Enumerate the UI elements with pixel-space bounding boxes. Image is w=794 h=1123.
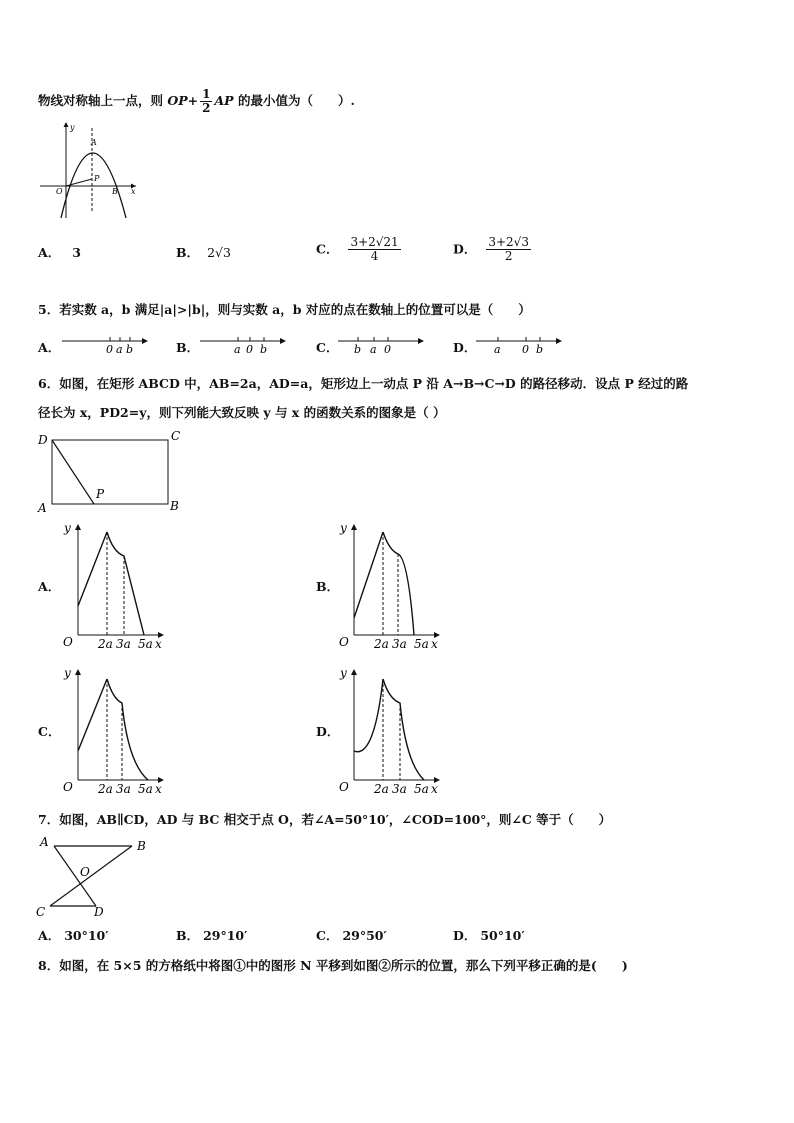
- q7-option-c[interactable]: C． 29°50′: [316, 928, 387, 943]
- q6-graph-a: [58, 518, 173, 653]
- svg-text:x: x: [431, 637, 438, 651]
- q5-option-b-key[interactable]: B．: [176, 340, 200, 355]
- q6-option-c-key[interactable]: C．: [38, 724, 61, 739]
- q6-option-a-key[interactable]: A．: [38, 579, 61, 594]
- fig-label-x: x: [131, 187, 136, 196]
- q4-stem: 物线对称轴上一点，则 OP+ $\frac{1}{2}$ AP 的最小值为（ ）.: [38, 87, 355, 115]
- q8-stem: 8．如图，在 5×5 的方格纸中将图①中的图形 N 平移到如图②所示的位置，那么下列平移正确的是( ): [38, 958, 628, 973]
- q4-option-b[interactable]: B． 2√3: [176, 245, 231, 260]
- svg-text:3a: 3a: [116, 637, 131, 651]
- fig-label-y: y: [70, 123, 75, 132]
- q7-option-a[interactable]: A． 30°10′: [38, 928, 109, 943]
- q6-graph-b: [334, 518, 449, 653]
- q4-option-a[interactable]: A． 3: [38, 245, 81, 260]
- q4-option-d[interactable]: D． $\frac{3+2√3}{2}$: [453, 235, 529, 263]
- svg-text:3a: 3a: [392, 782, 407, 796]
- svg-text:O: O: [63, 635, 73, 649]
- svg-text:a: a: [494, 343, 501, 354]
- svg-text:a: a: [116, 343, 123, 354]
- svg-text:O: O: [339, 780, 349, 794]
- svg-text:b: b: [536, 343, 544, 354]
- rect-label-P: P: [96, 487, 105, 501]
- svg-text:O: O: [339, 635, 349, 649]
- fig7-label-B: B: [137, 839, 146, 853]
- svg-text:b: b: [354, 343, 362, 354]
- q6-graph-d: [334, 663, 449, 798]
- q5-numberline-a: [60, 332, 150, 354]
- q5-stem: 5．若实数 a，b 满足|a|>|b|，则与实数 a，b 对应的点在数轴上的位置可以是（ ）: [38, 302, 531, 317]
- svg-text:5a: 5a: [138, 782, 153, 796]
- rectangle-figure: [36, 428, 186, 514]
- svg-text:2a: 2a: [98, 782, 113, 796]
- rect-label-B: B: [170, 499, 179, 513]
- svg-text:b: b: [126, 343, 134, 354]
- rect-label-D: D: [38, 433, 48, 447]
- svg-text:y: y: [64, 521, 71, 535]
- svg-text:2a: 2a: [98, 637, 113, 651]
- rect-label-A: A: [38, 501, 47, 514]
- rect-label-C: C: [171, 429, 181, 443]
- q5-numberline-b: [198, 332, 288, 354]
- svg-text:x: x: [431, 782, 438, 796]
- svg-text:5a: 5a: [414, 782, 429, 796]
- q6-stem-line2: 径长为 x，PD2=y，则下列能大致反映 y 与 x 的函数关系的图象是（ ）: [38, 405, 446, 420]
- svg-text:2a: 2a: [374, 637, 389, 651]
- q6-option-b-key[interactable]: B．: [316, 579, 340, 594]
- q7-option-b[interactable]: B． 29°10′: [176, 928, 248, 943]
- svg-text:5a: 5a: [414, 637, 429, 651]
- fig7-label-D: D: [94, 905, 104, 918]
- svg-text:3a: 3a: [116, 782, 131, 796]
- parallel-lines-figure: [34, 834, 154, 918]
- svg-text:x: x: [155, 782, 162, 796]
- svg-text:y: y: [340, 666, 347, 680]
- half-fraction: $\frac{1}{2}$: [202, 87, 211, 115]
- fig-label-O: O: [56, 187, 63, 196]
- svg-text:2a: 2a: [374, 782, 389, 796]
- q5-numberline-c: [336, 332, 426, 354]
- q5-numberline-d: [474, 332, 564, 354]
- svg-text:a: a: [370, 343, 377, 354]
- q5-option-c-key[interactable]: C．: [316, 340, 339, 355]
- svg-text:y: y: [340, 521, 347, 535]
- q5-option-a-key[interactable]: A．: [38, 340, 61, 355]
- svg-text:5a: 5a: [138, 637, 153, 651]
- q6-stem-line1: 6．如图，在矩形 ABCD 中，AB=2a，AD=a，矩形边上一动点 P 沿 A→B→C→D 的路径移动．设点 P 经过的路: [38, 376, 689, 391]
- q7-option-d[interactable]: D． 50°10′: [453, 928, 525, 943]
- svg-text:3a: 3a: [392, 637, 407, 651]
- svg-text:0: 0: [106, 343, 113, 354]
- svg-text:a: a: [234, 343, 241, 354]
- svg-text:O: O: [63, 780, 73, 794]
- parabola-figure: [36, 118, 141, 223]
- svg-text:b: b: [260, 343, 268, 354]
- q6-option-d-key[interactable]: D．: [316, 724, 340, 739]
- fig7-label-A: A: [40, 835, 49, 849]
- q4-option-c[interactable]: C． $\frac{3+2√21}{4}$: [316, 235, 399, 263]
- svg-text:0: 0: [246, 343, 253, 354]
- fig-label-A: A: [91, 138, 97, 147]
- q7-stem: 7．如图，AB∥CD，AD 与 BC 相交于点 O，若∠A=50°10′，∠COD=100°，则∠C 等于（ ）: [38, 812, 612, 827]
- fig7-label-C: C: [36, 905, 46, 918]
- q6-graph-c: [58, 663, 173, 798]
- q5-option-d-key[interactable]: D．: [453, 340, 477, 355]
- fig7-label-O: O: [80, 865, 90, 879]
- svg-text:0: 0: [522, 343, 529, 354]
- svg-text:0: 0: [384, 343, 391, 354]
- svg-text:x: x: [155, 637, 162, 651]
- fig-label-B: B: [112, 187, 118, 196]
- svg-text:y: y: [64, 666, 71, 680]
- fig-label-P: P: [94, 174, 100, 183]
